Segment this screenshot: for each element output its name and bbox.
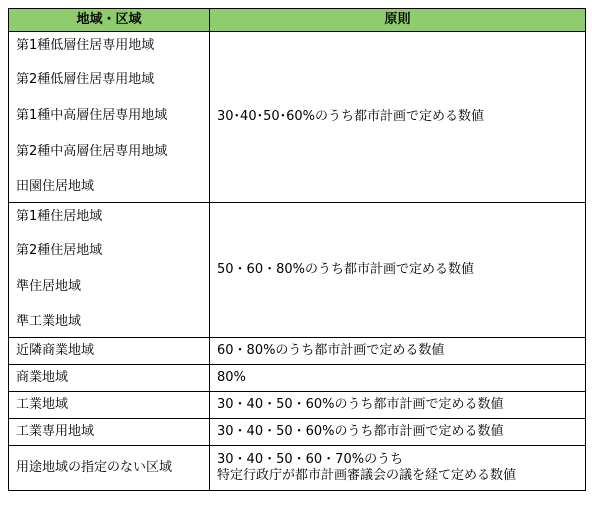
header-principle: 原則: [210, 9, 586, 32]
table-row: [9, 446, 586, 491]
rule-text: 30・40・50・60%のうち都市計画で定める数値: [217, 424, 504, 439]
table-row: [9, 419, 586, 446]
rule-text: 30･40･50･60%のうち都市計画で定める数値: [217, 109, 485, 124]
rule-cell: [210, 392, 586, 419]
rule-cell: [210, 365, 586, 392]
rule-cell: [210, 338, 586, 365]
zone-name: 工業地域: [16, 397, 69, 412]
rule-cell: [210, 32, 586, 203]
zone-cell: [9, 338, 210, 365]
zone-name: 準住居地域: [16, 279, 82, 294]
zone-name: 第1種低層住居専用地域: [16, 38, 155, 53]
zone-name: 準工業地域: [16, 314, 82, 329]
zone-name: 商業地域: [16, 370, 69, 385]
zone-name: 第2種住居地域: [16, 243, 103, 258]
rule-text-line: 特定行政庁が都市計画審議会の議を経て定める数値: [217, 468, 517, 483]
rule-text: 60・80%のうち都市計画で定める数値: [217, 343, 445, 358]
zone-name: 第1種中高層住居専用地域: [16, 108, 168, 123]
zone-name: 第2種低層住居専用地域: [16, 72, 155, 87]
zone-name: 近隣商業地域: [16, 343, 95, 358]
zone-name: 第1種住居地域: [16, 209, 103, 224]
zone-name: 第2種中高層住居専用地域: [16, 144, 168, 159]
zone-name: 用途地域の指定のない区域: [16, 460, 173, 475]
table-row: [9, 392, 586, 419]
zone-cell: [9, 32, 210, 203]
rule-text: 80%: [217, 370, 246, 385]
rule-cell: [210, 203, 586, 338]
table-header-row: [9, 9, 586, 32]
zone-cell: [9, 446, 210, 491]
table-row: [9, 365, 586, 392]
zoning-coverage-table: [8, 8, 586, 491]
table-row: [9, 32, 586, 203]
zone-cell: [9, 365, 210, 392]
zone-cell: [9, 392, 210, 419]
table-row: [9, 203, 586, 338]
zone-name: 田園住居地域: [16, 179, 95, 194]
rule-text: 30・40・50・60%のうち都市計画で定める数値: [217, 397, 504, 412]
zone-cell: [9, 419, 210, 446]
rule-cell: [210, 419, 586, 446]
rule-cell: [210, 446, 586, 491]
table-row: [9, 338, 586, 365]
zone-cell: [9, 203, 210, 338]
zone-name: 工業専用地域: [16, 424, 95, 439]
header-zone-area: 地域・区域: [9, 9, 210, 32]
rule-text: 50・60・80%のうち都市計画で定める数値: [217, 262, 474, 277]
rule-text-line: 30・40・50・60・70%のうち: [217, 452, 404, 467]
